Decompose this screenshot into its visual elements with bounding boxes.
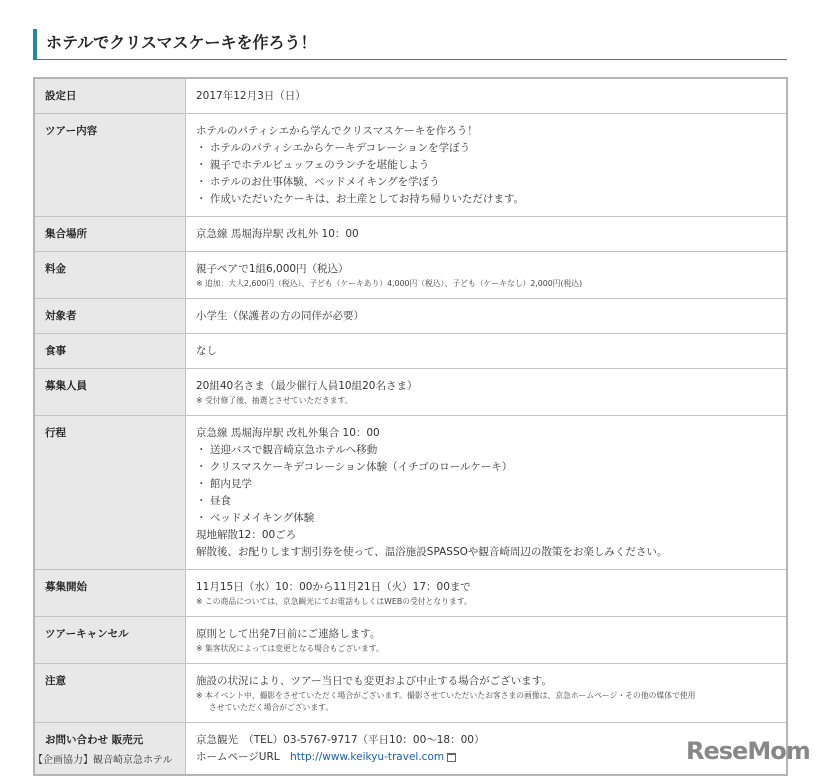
row-value [186, 252, 788, 299]
value-note: ※ 本イベント中、撮影をさせていただく場合がございます。撮影させていただいたお客さまの画像は、京急ホームページ・その他の媒体で使用 [196, 691, 696, 700]
value-line: なし [196, 345, 217, 357]
row-label: 対象者 [34, 299, 186, 334]
row-label: ツアー内容 [34, 114, 186, 217]
row-label: 食事 [34, 334, 186, 369]
row-label: 注意 [34, 664, 186, 723]
external-link-icon [447, 753, 456, 762]
table-row [34, 334, 787, 369]
value-line: 親子ペアで1組6,000円（税込） [196, 263, 349, 275]
value-line: 京急線 馬堀海岸駅 改札外 10：00 [196, 228, 359, 240]
value-line: ・ クリスマスケーキデコレーション体験（イチゴのロールケーキ） [196, 461, 513, 473]
homepage-link[interactable]: http://www.keikyu-travel.com [290, 751, 445, 763]
value-line: 京急線 馬堀海岸駅 改札外集合 10：00 [196, 427, 380, 439]
table-row [34, 664, 787, 723]
value-line: 施設の状況により、ツアー当日でも変更および中止する場合がございます。 [196, 675, 552, 687]
row-value [186, 114, 788, 217]
row-label: お問い合わせ 販売元 [34, 723, 186, 776]
url-label: ホームページURL [196, 751, 291, 763]
table-row [34, 570, 787, 617]
value-line: 原則として出発7日前にご連絡します。 [196, 628, 381, 640]
row-label: 行程 [34, 416, 186, 570]
footer-credit: 【企画協力】観音崎京急ホテル [33, 755, 173, 766]
value-note: ※ 集客状況によっては変更となる場合もございます。 [196, 644, 384, 653]
value-line: ・ 親子でホテルビュッフェのランチを堪能しよう [196, 159, 430, 171]
row-value [186, 299, 788, 334]
table-row [34, 299, 787, 334]
value-note: ※ この商品については、京急観光にてお電話もしくはWEBの受付となります。 [196, 597, 472, 606]
value-note: ※ 追加：大人2,600円（税込）、子ども（ケーキあり）4,000円（税込）、子ども（ケーキなし）2,000円(税込) [196, 279, 583, 288]
table-row [34, 217, 787, 252]
value-line: ・ 昼食 [196, 495, 231, 507]
table-row [34, 723, 787, 776]
value-line: ・ ホテルのお仕事体験、ベッドメイキングを学ぼう [196, 176, 440, 188]
tour-info-table [33, 77, 788, 776]
resemom-logo: ReseMom [686, 737, 810, 765]
row-value [186, 334, 788, 369]
value-line: 小学生（保護者の方の同伴が必要） [196, 310, 364, 322]
value-line: ・ 作成いただいたケーキは、お土産としてお持ち帰りいただけます。 [196, 193, 524, 205]
row-value [186, 217, 788, 252]
row-value [186, 617, 788, 664]
row-value [186, 416, 788, 570]
row-label: 募集開始 [34, 570, 186, 617]
row-label: 設定日 [34, 78, 186, 114]
table-row [34, 252, 787, 299]
row-label: 料金 [34, 252, 186, 299]
page-title: ホテルでクリスマスケーキを作ろう！ [33, 29, 787, 60]
value-line: 11月15日（水）10：00から11月21日（火）17：00まで [196, 581, 471, 593]
value-line: ・ 送迎バスで観音崎京急ホテルへ移動 [196, 444, 378, 456]
value-line: 現地解散12：00ごろ [196, 529, 297, 541]
value-note: ※ 受付修了後、抽選とさせていただきます。 [196, 396, 353, 405]
value-line: 解散後、お配りします割引券を使って、温浴施設SPASSOや観音崎周辺の散策をお楽しみください。 [196, 546, 668, 558]
table-row [34, 78, 787, 114]
row-label: ツアーキャンセル [34, 617, 186, 664]
value-line: 20組40名さま（最少催行人員10組20名さま） [196, 380, 418, 392]
row-value [186, 78, 788, 114]
value-note: させていただく場合がございます。 [209, 703, 334, 712]
value-line: 2017年12月3日（日） [196, 90, 306, 102]
value-line: ホテルのパティシエから学んでクリスマスケーキを作ろう！ [196, 125, 478, 137]
contact-phone: 京急観光 （TEL）03-5767-9717（平日10：00〜18：00） [196, 734, 485, 746]
row-value [186, 570, 788, 617]
table-row [34, 369, 787, 416]
row-value [186, 664, 788, 723]
table-row [34, 114, 787, 217]
value-line: ・ ホテルのパティシエからケーキデコレーションを学ぼう [196, 142, 471, 154]
row-label: 集合場所 [34, 217, 186, 252]
value-line: ・ ベッドメイキング体験 [196, 512, 315, 524]
table-row [34, 416, 787, 570]
table-row [34, 617, 787, 664]
value-line: ・ 館内見学 [196, 478, 252, 490]
row-label: 募集人員 [34, 369, 186, 416]
row-value [186, 369, 788, 416]
